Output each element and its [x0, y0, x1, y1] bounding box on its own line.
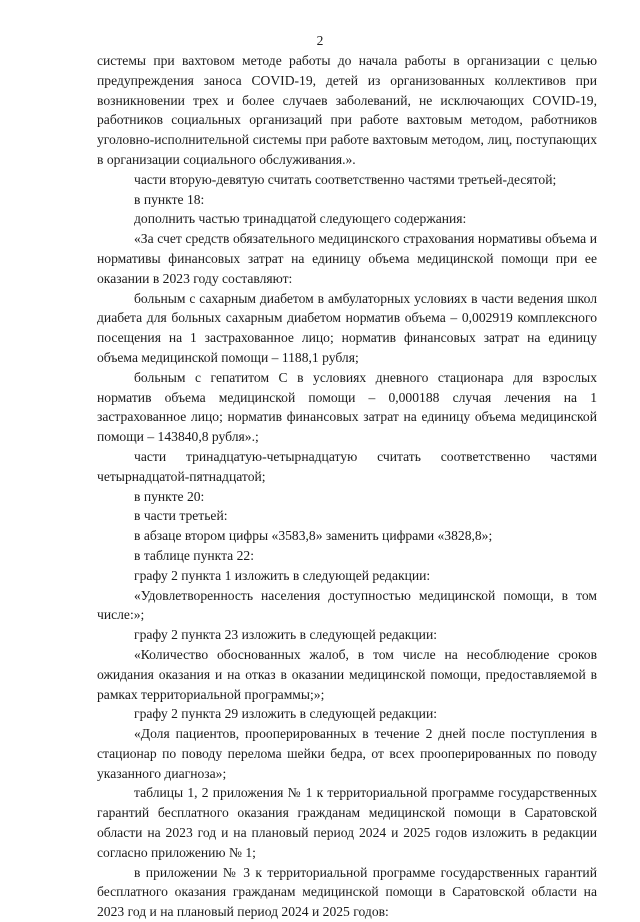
paragraph-20: в приложении № 3 к территориальной программе государственных гарантий бесплатного оказания гражданам медицинской помощи в Саратовской области на 2023 год и на плановый период 2024 и 2025 годов:: [97, 864, 597, 920]
document-body: [97, 51, 597, 922]
paragraph-5: «За счет средств обязательного медицинского страхования нормативы объема и нормативы финансовых затрат на единицу объема медицинской помощи при ее оказании в 2023 году составляют:: [97, 231, 597, 286]
paragraph-7: больным с гепатитом С в условиях дневного стационара для взрослых норматив объема медицинской помощи – 0,000188 случая лечения на 1 застрахованное лицо; норматив финансовых затрат на единицу объема медицинской помощи – 143840,8 рубля».;: [97, 369, 597, 445]
paragraph-13: графу 2 пункта 1 изложить в следующей редакции:: [134, 567, 431, 583]
paragraph-2: части вторую-девятую считать соответственно частями третьей-десятой;: [134, 171, 557, 187]
paragraph-16: «Количество обоснованных жалоб, в том числе на несоблюдение сроков ожидания оказания и на отказ в оказании медицинской помощи, предоставляемой в рамках территориальной программы;»;: [97, 646, 597, 702]
paragraph-14: «Удовлетворенность населения доступностью медицинской помощи, в том числе:»;: [97, 587, 597, 623]
page-number: 2: [316, 33, 324, 48]
paragraph-8: части тринадцатую-четырнадцатую считать соответственно частями четырнадцатой-пятнадцатой;: [97, 448, 597, 484]
paragraph-3: в пункте 18:: [134, 191, 205, 207]
paragraph-10: в части третьей:: [134, 508, 228, 524]
paragraph-11: в абзаце втором цифры «3583,8» заменить цифрами «3828,8»;: [134, 528, 493, 544]
paragraph-19: таблицы 1, 2 приложения № 1 к территориальной программе государственных гарантий бесплатного оказания гражданам медицинской помощи в Саратовской области на 2023 год и на плановый период 2024 и 2025 годов изложить в редакции согласно приложению № 1;: [97, 785, 597, 860]
paragraph-15: графу 2 пункта 23 изложить в следующей редакции:: [134, 627, 437, 643]
paragraph-6: больным с сахарным диабетом в амбулаторных условиях в части ведения школ диабета для больных сахарным диабетом норматив объема – 0,002919 комплексного посещения на 1 застрахованное лицо; норматив финансовых затрат на единицу объема медицинской помощи – 1188,1 рубля;: [97, 290, 597, 365]
paragraph-4: дополнить частью тринадцатой следующего содержания:: [134, 211, 467, 227]
paragraph-17: графу 2 пункта 29 изложить в следующей редакции:: [134, 706, 437, 722]
paragraph-9: в пункте 20:: [134, 488, 205, 504]
paragraph-12: в таблице пункта 22:: [134, 547, 254, 563]
paragraph-18: «Доля пациентов, прооперированных в течение 2 дней после поступления в стационар по поводу перелома шейки бедра, от всех прооперированных по поводу указанного диагноза»;: [97, 726, 597, 781]
paragraph-1: системы при вахтовом методе работы до начала работы в организации с целью предупреждения заноса COVID-19, детей из организованных коллективов при возникновении трех и более случаев заболеваний, не исключающих COVID-19, работников социальных организаций при работе вахтовым методом, работников уголовно-исполнительной системы при работе вахтовым методом, лиц, поступающих в организации социального обслуживания.».: [97, 53, 597, 167]
